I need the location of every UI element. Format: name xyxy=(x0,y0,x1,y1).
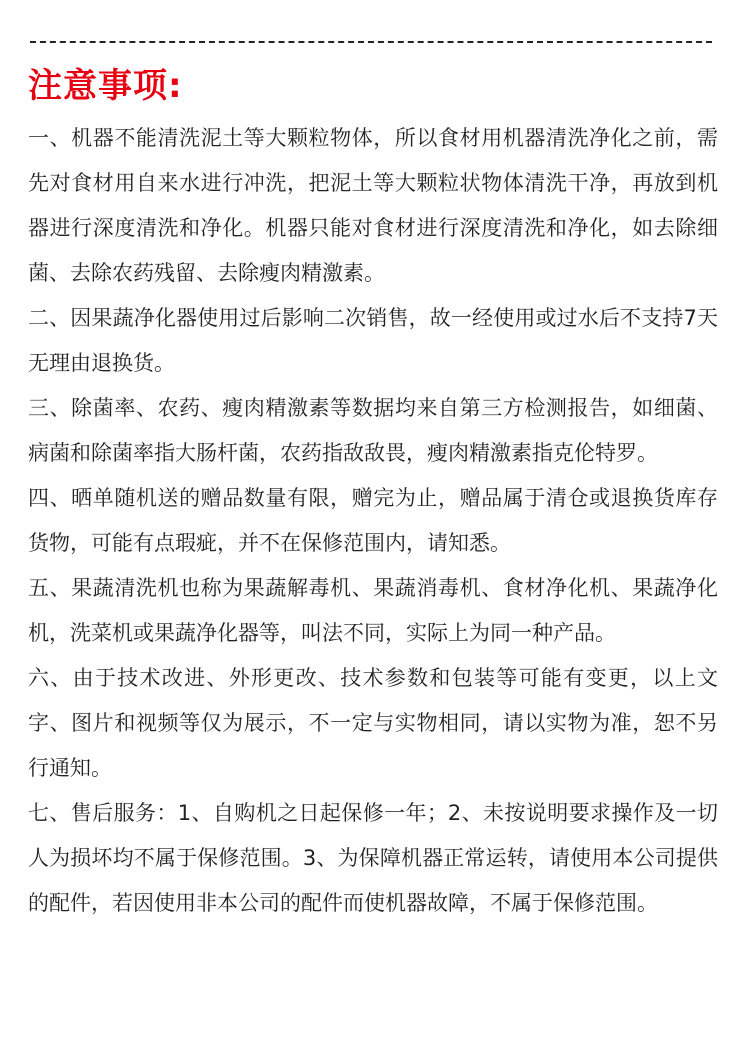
notes-list xyxy=(28,116,718,926)
page-title: 注意事项: xyxy=(28,66,183,106)
note-item-2: 二、因果蔬净化器使用过后影响二次销售，故一经使用或过水后不支持7天无理由退换货。 xyxy=(28,306,718,375)
note-item-7: 七、售后服务：1、自购机之日起保修一年；2、未按说明要求操作及一切人为损坏均不属于保修范围。3、为保障机器正常运转，请使用本公司提供的配件，若因使用非本公司的配件而使机器故障，不属于保修范围。 xyxy=(28,801,718,915)
dashed-divider xyxy=(30,41,712,43)
note-item-3: 三、除菌率、农药、瘦肉精激素等数据均来自第三方检测报告，如细菌、病菌和除菌率指大肠杆菌，农药指敌敌畏，瘦肉精激素指克伦特罗。 xyxy=(28,396,718,465)
note-item-6: 六、由于技术改进、外形更改、技术参数和包装等可能有变更，以上文字、图片和视频等仅为展示，不一定与实物相同，请以实物为准，恕不另行通知。 xyxy=(28,666,718,780)
note-item-5: 五、果蔬清洗机也称为果蔬解毒机、果蔬消毒机、食材净化机、果蔬净化机，洗菜机或果蔬净化器等，叫法不同，实际上为同一种产品。 xyxy=(28,576,718,645)
note-item-1: 一、机器不能清洗泥土等大颗粒物体，所以食材用机器清洗净化之前，需先对食材用自来水进行冲洗，把泥土等大颗粒状物体清洗干净，再放到机器进行深度清洗和净化。机器只能对食材进行深度清洗和净化，如去除细菌、去除农药残留、去除瘦肉精激素。 xyxy=(28,126,718,285)
note-item-4: 四、晒单随机送的赠品数量有限，赠完为止，赠品属于清仓或退换货库存货物，可能有点瑕疵，并不在保修范围内，请知悉。 xyxy=(28,486,718,555)
